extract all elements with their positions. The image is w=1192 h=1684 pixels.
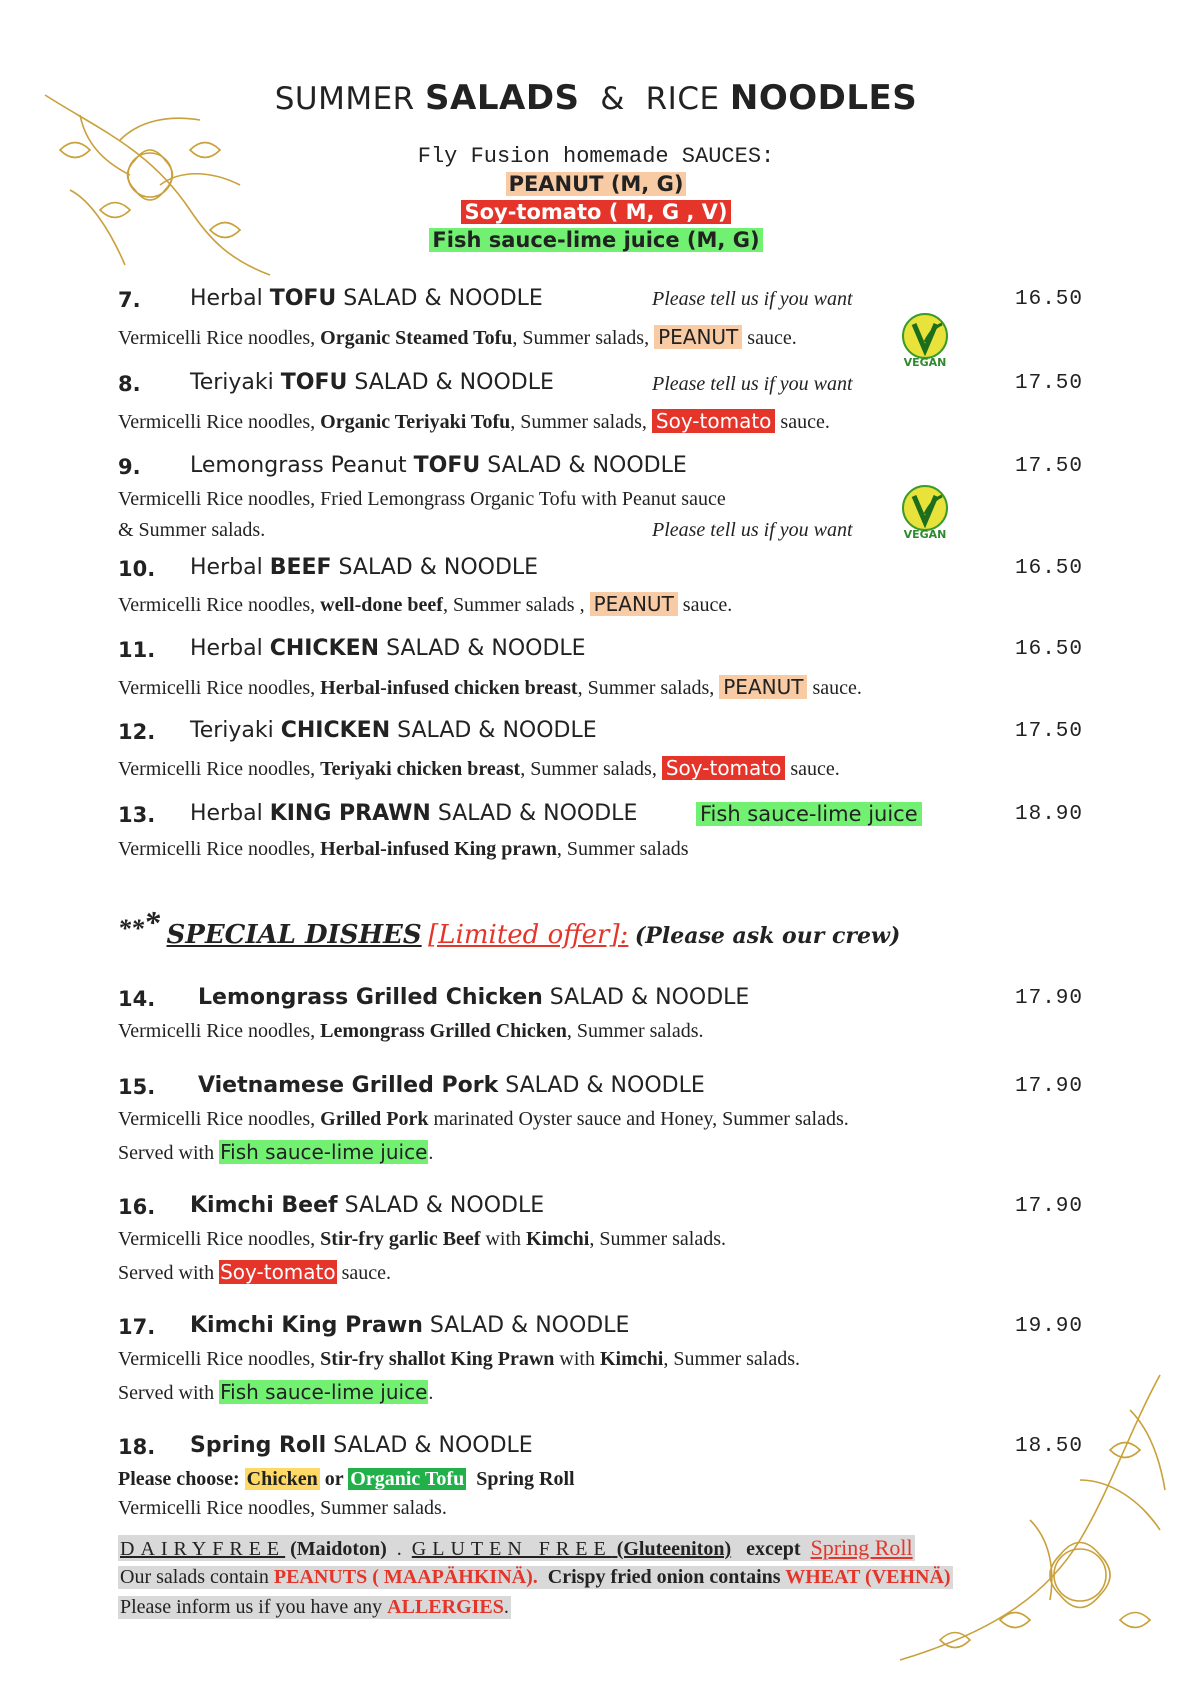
spring-roll-choice: Please choose: Chicken or Organic Tofu Spring Roll (118, 1468, 575, 1490)
item-number: 10. (118, 557, 156, 581)
item-number: 16. (118, 1195, 156, 1219)
item-number: 11. (118, 638, 156, 662)
special-dishes-heading: *** SPECIAL DISHES [Limited offer]: (Please ask our crew) (118, 904, 901, 950)
allergen-info: Our salads contain PEANUTS ( MAAPÄHKINÄ). Crispy fried onion contains WHEAT (VEHNÄ) (120, 1566, 951, 1588)
item-description: Vermicelli Rice noodles, Herbal-infused chicken breast, Summer salads, PEANUT sauce. (118, 675, 862, 699)
vegan-badge-icon (900, 312, 950, 370)
item-name: Kimchi King Prawn SALAD & NOODLE (190, 1313, 630, 1338)
item-name: Teriyaki TOFU SALAD & NOODLE (190, 370, 554, 395)
item-price: 17.50 (1015, 372, 1084, 395)
item-description: Vermicelli Rice noodles, Summer salads. (118, 1497, 447, 1519)
vegan-label: VEGAN (903, 356, 947, 369)
vegan-note: Please tell us if you want (652, 519, 853, 541)
vegan-note: Please tell us if you want (652, 373, 853, 395)
served-with: Served with Soy-tomato sauce. (118, 1260, 392, 1284)
item-number: 17. (118, 1315, 156, 1339)
item-description-line2: & Summer salads. (118, 519, 266, 541)
item-price: 16.50 (1015, 557, 1084, 580)
item-description: Vermicelli Rice noodles, Stir-fry garlic Beef with Kimchi, Summer salads. (118, 1228, 727, 1250)
sauce-soy-tag: Soy-tomato ( M, G , V) (0, 200, 1192, 224)
item-price: 16.50 (1015, 638, 1084, 661)
dietary-info: DAIRYFREE (Maidoton) . GLUTEN FREE (Gluteeniton) except Spring Roll (120, 1535, 913, 1560)
item-price: 17.50 (1015, 455, 1084, 478)
item-description: Vermicelli Rice noodles, Teriyaki chicken breast, Summer salads, Soy-tomato sauce. (118, 756, 840, 780)
sauce-fish-tag: Fish sauce-lime juice (M, G) (0, 228, 1192, 252)
item-description: Vermicelli Rice noodles, Herbal-infused King prawn, Summer salads (118, 838, 689, 860)
item-name: Spring Roll SALAD & NOODLE (190, 1433, 533, 1458)
sauces-heading: Fly Fusion homemade SAUCES: (417, 144, 775, 169)
item-number: 14. (118, 987, 156, 1011)
item-name: Lemongrass Peanut TOFU SALAD & NOODLE (190, 453, 687, 478)
item-description: Vermicelli Rice noodles, Organic Teriyaki Tofu, Summer salads, Soy-tomato sauce. (118, 409, 830, 433)
item-number: 12. (118, 720, 156, 744)
item-price: 16.50 (1015, 288, 1084, 311)
item-name: Herbal CHICKEN SALAD & NOODLE (190, 636, 586, 661)
item-description: Vermicelli Rice noodles, well-done beef, Summer salads , PEANUT sauce. (118, 592, 733, 616)
item-number: 7. (118, 288, 141, 312)
item-name: Teriyaki CHICKEN SALAD & NOODLE (190, 718, 597, 743)
item-number: 9. (118, 455, 141, 479)
item-price: 17.50 (1015, 720, 1084, 743)
item-number: 8. (118, 372, 141, 396)
item-name: Vietnamese Grilled Pork SALAD & NOODLE (198, 1073, 705, 1098)
page-title: SUMMER SALADS & RICE NOODLES (274, 78, 918, 118)
item-description: Vermicelli Rice noodles, Stir-fry shallot King Prawn with Kimchi, Summer salads. (118, 1348, 800, 1370)
vegan-label: VEGAN (903, 528, 947, 541)
item-name: Herbal BEEF SALAD & NOODLE (190, 555, 539, 580)
item-price: 18.90 (1015, 803, 1084, 826)
item-description: Vermicelli Rice noodles, Grilled Pork marinated Oyster sauce and Honey, Summer salads. (118, 1108, 849, 1130)
served-with: Served with Fish sauce-lime juice. (118, 1380, 434, 1404)
item-name: Herbal KING PRAWN SALAD & NOODLE (190, 801, 638, 826)
item-description: Vermicelli Rice noodles, Fried Lemongrass Organic Tofu with Peanut sauce (118, 488, 726, 510)
item-description: Vermicelli Rice noodles, Organic Steamed Tofu, Summer salads, PEANUT sauce. (118, 325, 797, 349)
floral-decoration-bottom-right (880, 1370, 1180, 1670)
item-description: Vermicelli Rice noodles, Lemongrass Grilled Chicken, Summer salads. (118, 1020, 704, 1042)
sauce-fish-tag: Fish sauce-lime juice (696, 802, 922, 826)
item-number: 18. (118, 1435, 156, 1459)
sauce-peanut-tag: PEANUT (M, G) (0, 172, 1192, 196)
item-number: 13. (118, 803, 156, 827)
allergy-notice: Please inform us if you have any ALLERGIES. (120, 1596, 509, 1618)
vegan-badge-icon (900, 484, 950, 542)
item-price: 18.50 (1015, 1435, 1084, 1458)
vegan-note: Please tell us if you want (652, 288, 853, 310)
item-price: 17.90 (1015, 1195, 1084, 1218)
item-name: Herbal TOFU SALAD & NOODLE (190, 286, 543, 311)
item-number: 15. (118, 1075, 156, 1099)
item-price: 17.90 (1015, 987, 1084, 1010)
item-price: 19.90 (1015, 1315, 1084, 1338)
served-with: Served with Fish sauce-lime juice. (118, 1140, 434, 1164)
item-price: 17.90 (1015, 1075, 1084, 1098)
item-name: Lemongrass Grilled Chicken SALAD & NOODLE (198, 985, 750, 1010)
item-name: Kimchi Beef SALAD & NOODLE (190, 1193, 545, 1218)
